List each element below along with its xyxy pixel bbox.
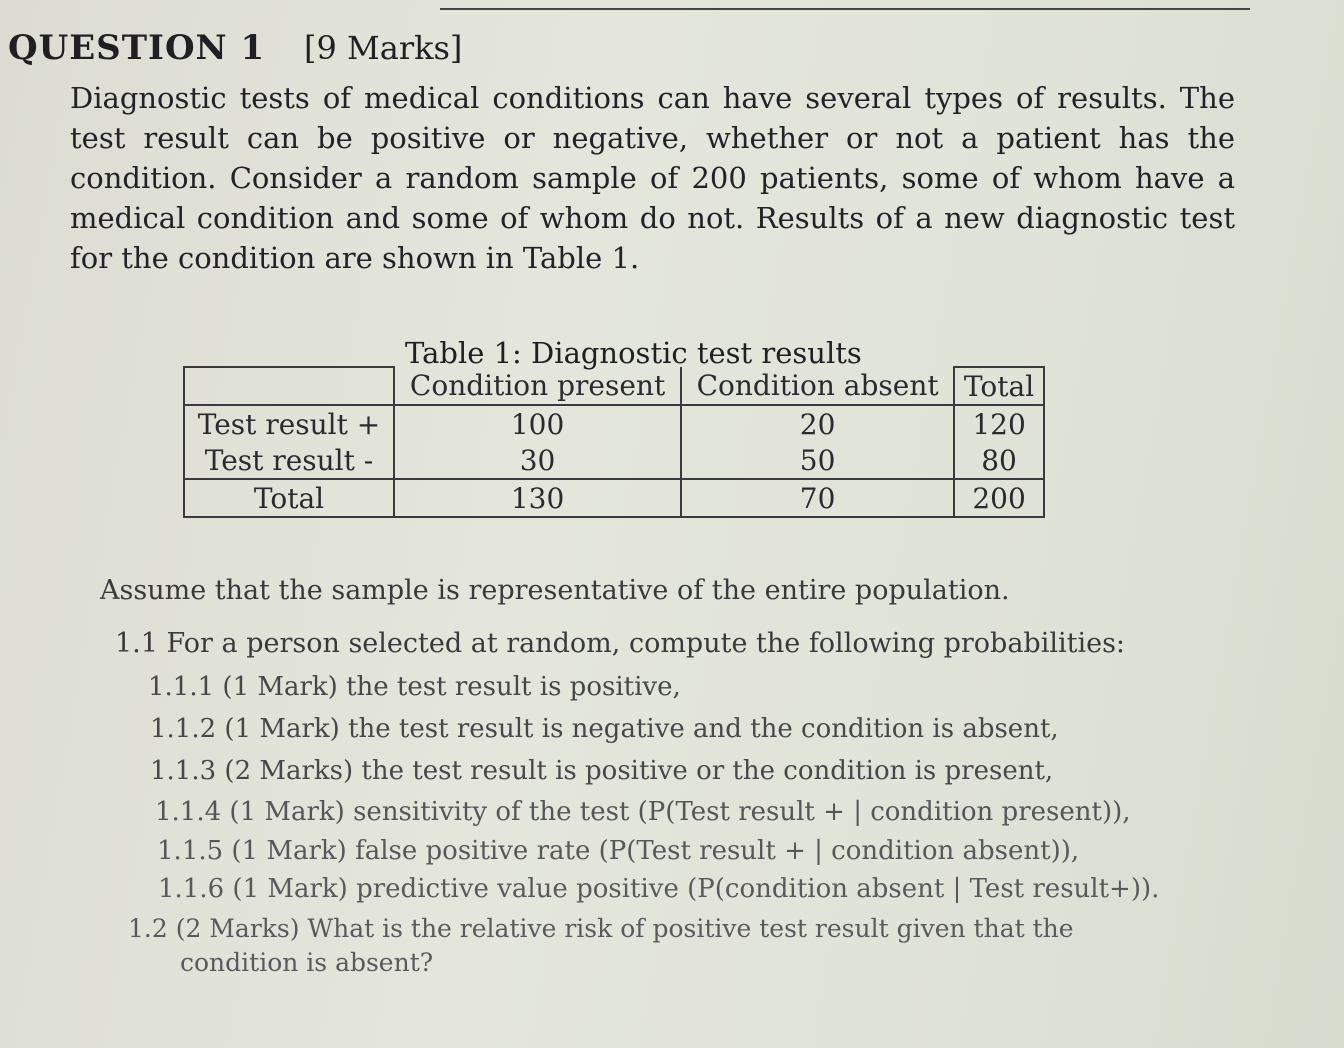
question-1-2-line1: 1.2 (2 Marks) What is the relative risk of positive test result given that the (128, 914, 1074, 943)
header-condition-absent: Condition absent (681, 367, 954, 405)
table-cell: 80 (954, 442, 1044, 479)
table-corner-cell (184, 367, 394, 405)
question-item: 1.1.4 (1 Mark) sensitivity of the test (P(Test result + | condition present)), (155, 797, 1131, 827)
question-1-1: 1.1 For a person selected at random, compute the following probabilities: (115, 628, 1126, 659)
assumption-text: Assume that the sample is representative of the entire population. (100, 575, 1010, 606)
header-condition-present: Condition present (394, 367, 681, 405)
table-cell: 50 (681, 442, 954, 479)
table-cell: 130 (394, 479, 681, 517)
question-item: 1.1.2 (1 Mark) the test result is negative and the condition is absent, (150, 714, 1059, 744)
intro-paragraph: Diagnostic tests of medical conditions can have several types of results. The test result can be positive or negative, whether or not a patient has the condition. Consider a random sample of 200 patients, some of whom have a medical condition and some of whom do not. Results of a new diagnostic test for the condition are shown in Table 1. (70, 81, 1235, 275)
question-title: QUESTION 1 (8, 28, 266, 68)
table-cell: 30 (394, 442, 681, 479)
question-marks: [9 Marks] (303, 29, 463, 67)
table-row (184, 405, 1044, 442)
table-row (184, 442, 1044, 479)
row-label: Total (184, 479, 394, 517)
question-item: 1.1.3 (2 Marks) the test result is positive or the condition is present, (150, 756, 1054, 786)
table-header-row (184, 367, 1044, 405)
question-item: 1.1.6 (1 Mark) predictive value positive (P(condition absent | Test result+)). (158, 874, 1160, 904)
question-1-2-line2: condition is absent? (180, 948, 434, 977)
question-header (8, 28, 462, 68)
results-table (183, 366, 1045, 518)
top-rule (440, 8, 1250, 10)
question-item: 1.1.5 (1 Mark) false positive rate (P(Test result + | condition absent)), (157, 836, 1080, 866)
header-total: Total (954, 367, 1044, 405)
table-row (184, 479, 1044, 517)
table-cell: 100 (394, 405, 681, 442)
question-1-2 (128, 912, 1148, 980)
table-cell: 120 (954, 405, 1044, 442)
question-item: 1.1.1 (1 Mark) the test result is positive, (148, 672, 681, 702)
table-cell: 70 (681, 479, 954, 517)
table-caption: Table 1: Diagnostic test results (405, 336, 862, 370)
table-cell: 200 (954, 479, 1044, 517)
row-label: Test result - (184, 442, 394, 479)
table-cell: 20 (681, 405, 954, 442)
row-label: Test result + (184, 405, 394, 442)
